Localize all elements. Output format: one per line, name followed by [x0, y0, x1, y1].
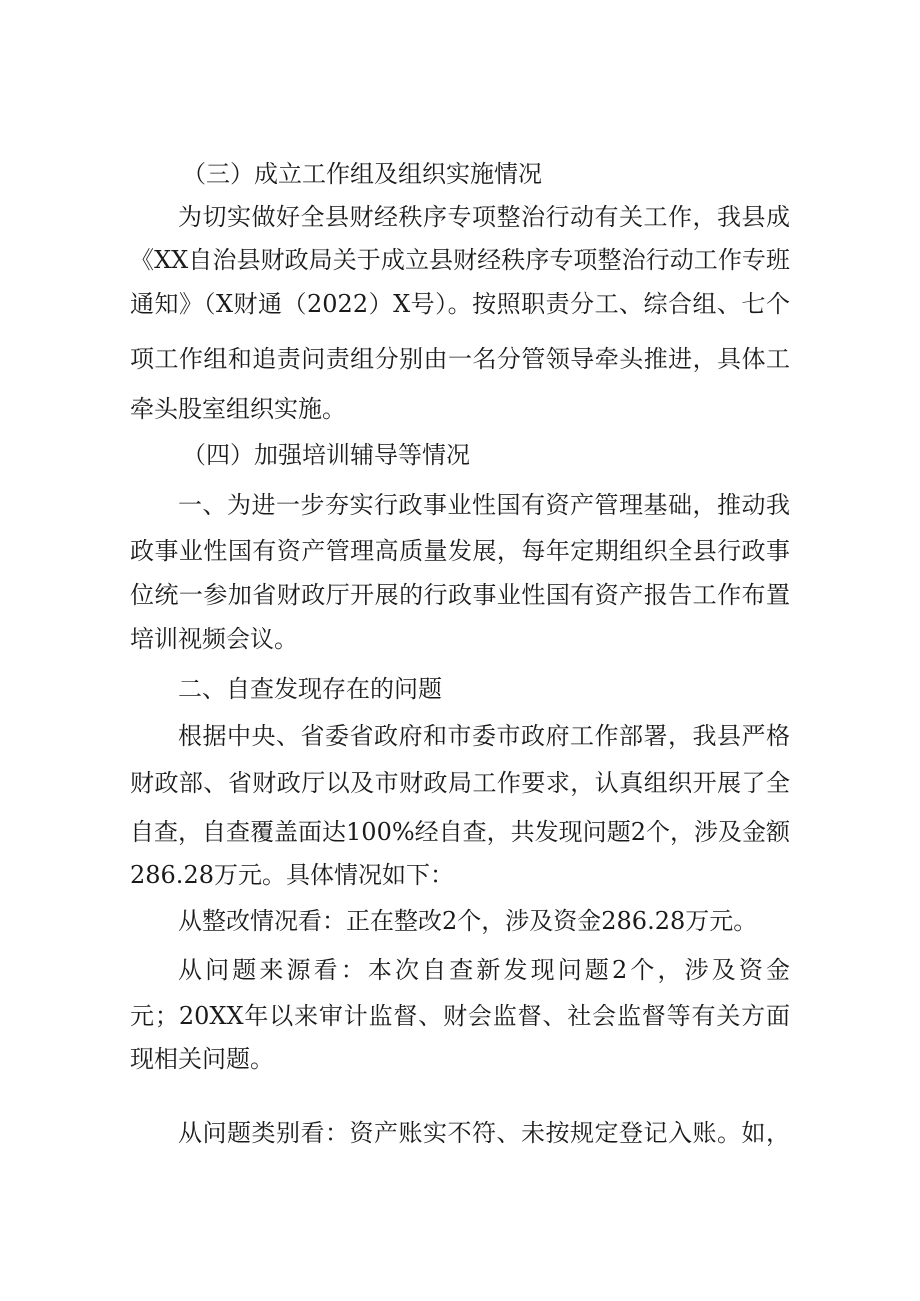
paragraph-line: 通知》（X财通（2022）X号）。按照职责分工、综合组、七个 [130, 290, 790, 318]
section-heading: 二、自查发现存在的问题 [178, 675, 442, 703]
paragraph-line: 现相关问题。 [130, 1045, 274, 1073]
section-heading: （四）加强培训辅导等情况 [182, 441, 470, 469]
paragraph-line: 政事业性国有资产管理高质量发展，每年定期组织全县行政事 [130, 537, 790, 565]
paragraph-line: 286.28万元。具体情况如下： [130, 861, 454, 889]
paragraph-line: 根据中央、省委省政府和市委市政府工作部署，我县严格 [178, 722, 790, 750]
paragraph-line: 培训视频会议。 [130, 625, 298, 653]
paragraph-line: 为切实做好全县财经秩序专项整治行动有关工作，我县成 [178, 203, 790, 231]
section-heading: （三）成立工作组及组织实施情况 [182, 160, 542, 188]
paragraph-line: 项工作组和追责问责组分别由一名分管领导牵头推进，具体工 [130, 345, 790, 373]
paragraph-line: 牵头股室组织实施。 [130, 395, 346, 423]
paragraph-line: 财政部、省财政厅以及市财政局工作要求，认真组织开展了全 [130, 769, 790, 797]
paragraph-line: 元；20XX年以来审计监督、财会监督、社会监督等有关方面 [130, 1002, 790, 1030]
paragraph-line: 从整改情况看：正在整改2个，涉及资金286.28万元。 [178, 907, 758, 935]
paragraph-line: 自查，自查覆盖面达100%经自查，共发现问题2个，涉及金额 [130, 818, 790, 846]
paragraph-line: 从问题来源看：本次自查新发现问题2个，涉及资金 [178, 956, 790, 984]
paragraph-line: 一、为进一步夯实行政事业性国有资产管理基础，推动我 [178, 491, 790, 519]
paragraph-line: 位统一参加省财政厅开展的行政事业性国有资产报告工作布置 [130, 581, 790, 609]
paragraph-line: 《XX自治县财政局关于成立县财经秩序专项整治行动工作专班 [130, 246, 790, 274]
paragraph-line: 从问题类别看：资产账实不符、未按规定登记入账。如， [178, 1119, 790, 1147]
